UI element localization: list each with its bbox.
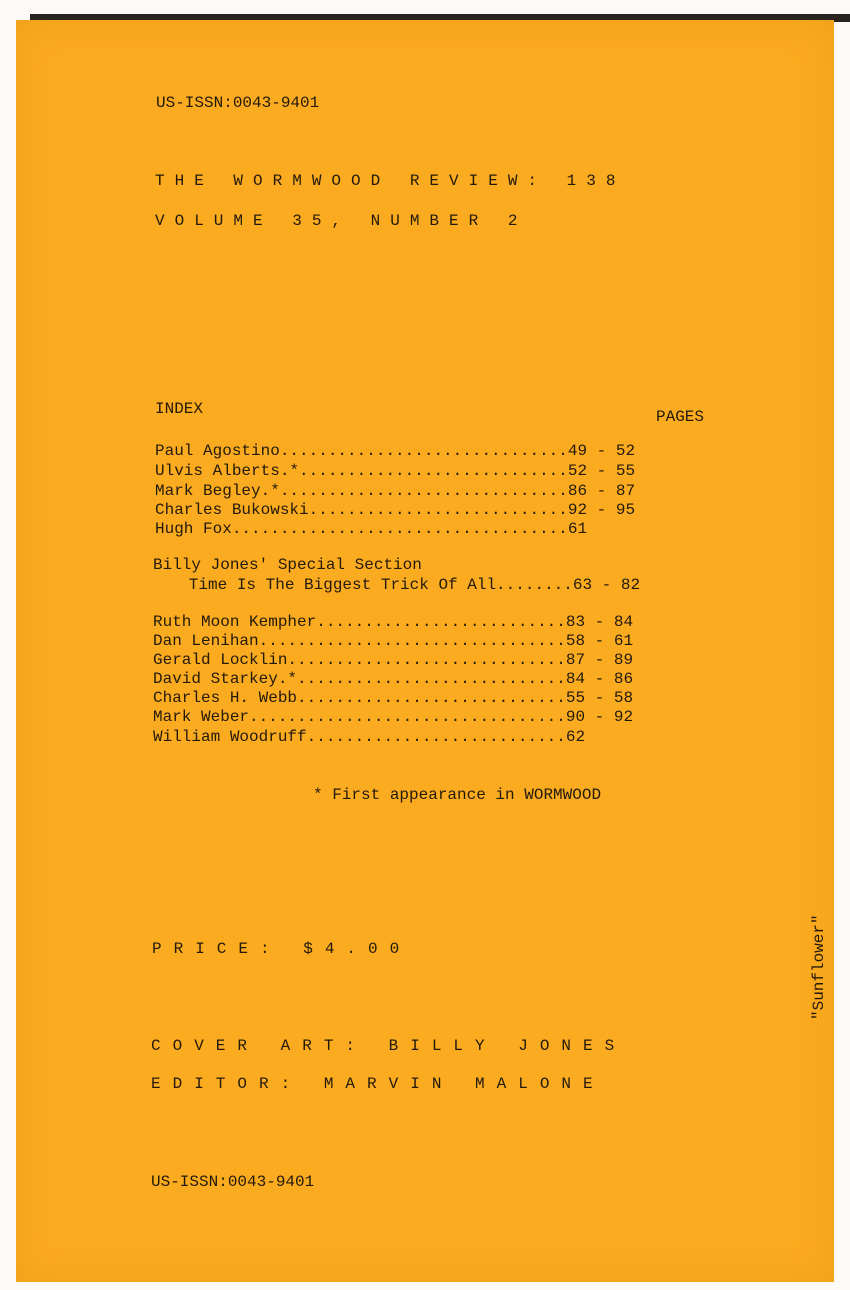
- index-entry: Charles H. Webb............................55 - 58: [153, 689, 634, 707]
- index-entry: Mark Begley.*..............................86 - 87: [155, 482, 636, 500]
- index-entry: Gerald Locklin.............................87 - 89: [153, 651, 634, 669]
- special-section-entry: Time Is The Biggest Trick Of All........63 - 82: [160, 576, 641, 594]
- masthead-title: THE WORMWOOD REVIEW: 138: [155, 172, 626, 190]
- index-entry: David Starkey.*............................84 - 86: [153, 670, 634, 688]
- price: PRICE: $4.00: [152, 940, 412, 958]
- first-appearance-note: * First appearance in WORMWOOD: [313, 786, 602, 804]
- cover-art-caption: "Sunflower": [810, 914, 828, 1020]
- special-section-title: Billy Jones' Special Section: [153, 556, 422, 574]
- index-entry: Charles Bukowski...........................92 - 95: [155, 501, 636, 519]
- index-entry: William Woodruff...........................62: [153, 728, 586, 746]
- index-entry: Paul Agostino..............................49 - 52: [155, 442, 636, 460]
- cover-art-credit: COVER ART: BILLY JONES: [151, 1037, 627, 1055]
- index-entry: Ulvis Alberts.*............................52 - 55: [155, 462, 636, 480]
- issn-bottom: US-ISSN:0043-9401: [151, 1173, 315, 1191]
- top-edge-strip: [0, 0, 850, 22]
- issn-top: US-ISSN:0043-9401: [156, 94, 320, 112]
- index-heading: INDEX: [155, 400, 204, 418]
- index-entry: Dan Lenihan................................58 - 61: [153, 632, 634, 650]
- masthead-volume: VOLUME 35, NUMBER 2: [155, 212, 528, 230]
- index-entry: Mark Weber.................................90 - 92: [153, 708, 634, 726]
- pages-heading: PAGES: [656, 408, 705, 426]
- editor-credit: EDITOR: MARVIN MALONE: [151, 1075, 605, 1093]
- index-entry: Hugh Fox...................................61: [155, 520, 588, 538]
- index-entry: Ruth Moon Kempher..........................83 - 84: [153, 613, 634, 631]
